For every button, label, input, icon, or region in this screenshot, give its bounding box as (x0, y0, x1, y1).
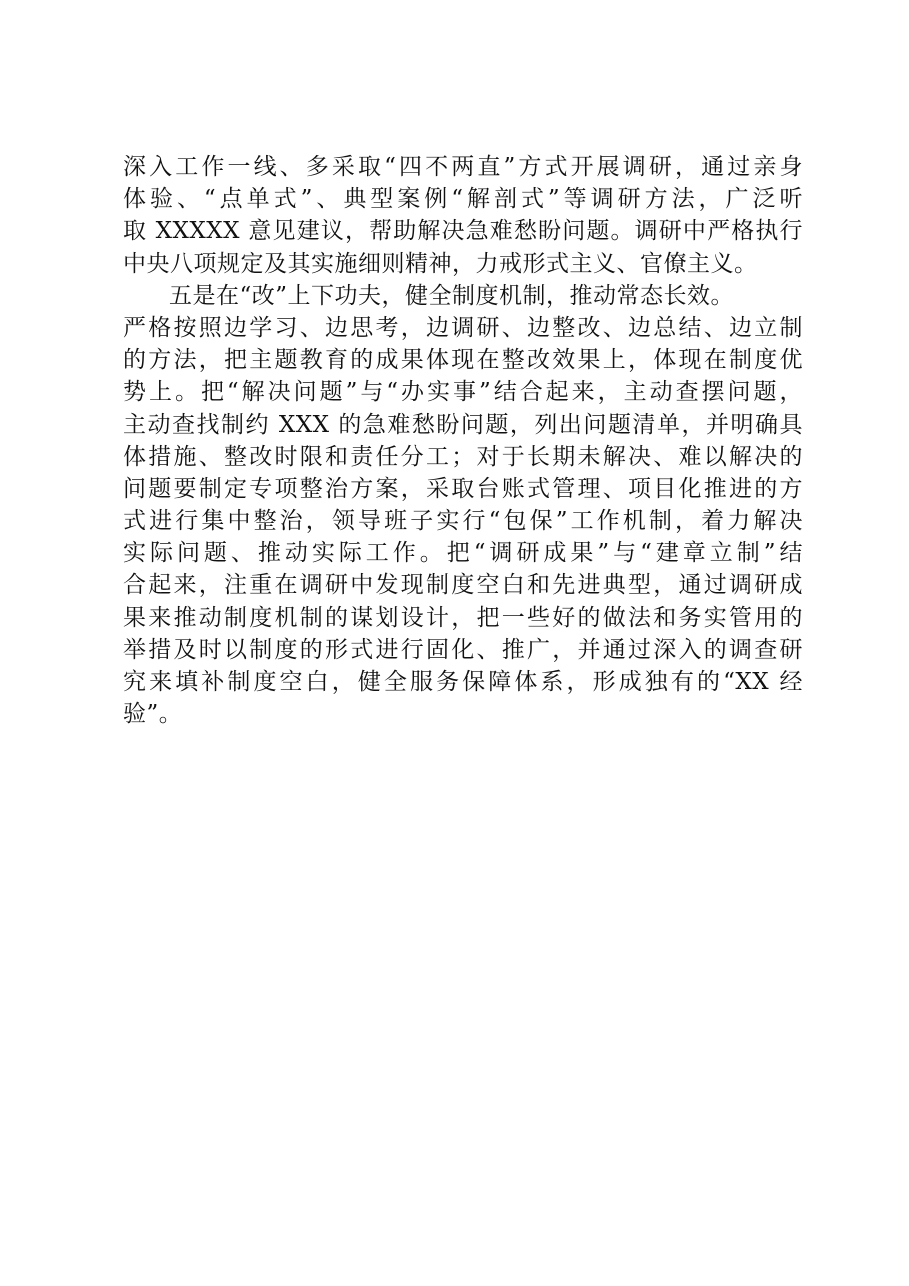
text-line: 验”。 (123, 701, 183, 728)
text-line: 中央八项规定及其实施细则精神，力戒形式主义、官僚主义。 (123, 250, 758, 277)
text-line: 体验、“点单式”、典型案例“解剖式”等调研方法，广泛听 (123, 186, 803, 213)
text-line: 果来推动制度机制的谋划设计，把一些好的做法和务实管用的 (123, 604, 803, 631)
text-line: 问题要制定专项整治方案，采取台账式管理、项目化推进的方 (123, 475, 803, 502)
text-line: 举措及时以制度的形式进行固化、推广，并通过深入的调查研 (123, 636, 803, 663)
text-line: 主动查找制约 XXX 的急难愁盼问题，列出问题清单，并明确具 (123, 411, 803, 438)
text-line: 体措施、整改时限和责任分工；对于长期未解决、难以解决的 (123, 443, 803, 470)
text-line: 式进行集中整治，领导班子实行“包保”工作机制，着力解决 (123, 508, 803, 535)
paragraph-heading-line: 五是在“改”上下功夫，健全制度机制，推动常态长效。 (169, 282, 735, 309)
text-line: 究来填补制度空白，健全服务保障体系，形成独有的“XX 经 (123, 669, 803, 695)
text-line: 势上。把“解决问题”与“办实事”结合起来，主动查摆问题， (123, 379, 803, 406)
text-line: 取 XXXXX 意见建议，帮助解决急难愁盼问题。调研中严格执行 (123, 218, 803, 245)
text-line: 合起来，注重在调研中发现制度空白和先进典型，通过调研成 (123, 572, 803, 599)
text-line: 实际问题、推动实际工作。把“调研成果”与“建章立制”结 (123, 540, 803, 567)
text-line: 严格按照边学习、边思考，边调研、边整改、边总结、边立制 (123, 314, 803, 341)
document-body (123, 151, 803, 730)
text-line: 深入工作一线、多采取“四不两直”方式开展调研，通过亲身 (123, 154, 803, 180)
text-line: 的方法，把主题教育的成果体现在整改效果上，体现在制度优 (123, 347, 803, 374)
